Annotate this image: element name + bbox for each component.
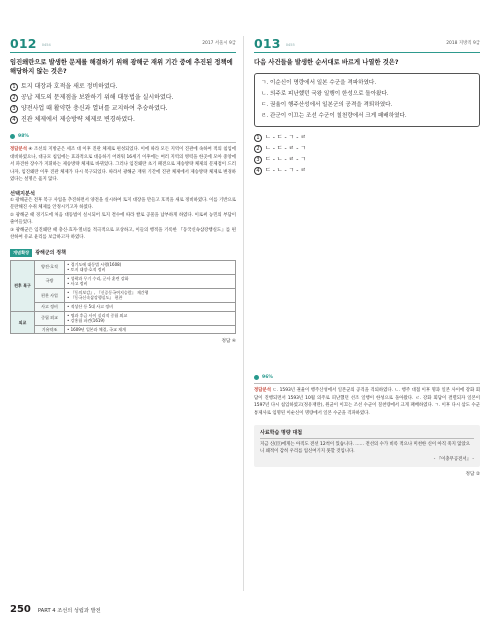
- table-cell-items: • 명과 후금 사이 실리적 중립 외교 • 강홍립 파견(1619): [65, 311, 236, 325]
- table-cell-sub: 국방: [35, 274, 65, 288]
- question-13-explanation: [254, 387, 480, 417]
- option-mark: 1: [254, 134, 262, 142]
- table-cell-items: • 성곽과 무기 수리, 군사 훈련 강화 • 사고 정비: [65, 274, 236, 288]
- option-text: 공납 제도의 문제점을 보완하기 위해 대동법을 실시하였다.: [21, 94, 174, 101]
- question-12-source: 2017 서울시 9급: [202, 41, 236, 46]
- option-text: ㄴ - ㄷ - ㄱ - ㄹ: [265, 134, 307, 141]
- concept-heading: 광해군의 정책: [35, 250, 66, 256]
- option-analysis-2: ② 광해군 때 경기도에 처음 대동법이 실시되어 토지 결수에 따라 쌀로 공물을 납부하게 하였다. 이로써 농민의 부담이 줄어들었다.: [10, 212, 236, 225]
- table-cell-sub: 기유약조: [35, 325, 65, 334]
- question-13-tag: 0455: [285, 42, 295, 47]
- question-13-header: [254, 36, 480, 53]
- table-row: [11, 260, 236, 274]
- table-cell-category: 전후 복구: [11, 260, 35, 311]
- option-3[interactable]: [10, 103, 236, 114]
- event-box: [254, 73, 480, 127]
- source-box-text: 지금 신(臣)에게는 아직도 전선 12척이 있습니다. …… 전선의 수가 비록 적으나 미천한 신이 아직 죽지 않았으니 왜적이 감히 우리를 업신여기지 못할 것입니다.: [260, 442, 470, 455]
- table-cell-items: • 경기도에 대동법 시행(1608) • 토지 대장·호적 정비: [65, 260, 236, 274]
- question-12-header: [10, 36, 236, 53]
- question-13-options: [254, 132, 480, 176]
- option-mark: 4: [10, 116, 18, 124]
- question-12-column: [10, 36, 236, 344]
- stat-percent: 98%: [18, 134, 29, 139]
- table-cell-category: 외교: [11, 311, 35, 334]
- spacer: [254, 176, 480, 366]
- option-mark: 3: [10, 105, 18, 113]
- option-mark: 4: [254, 167, 262, 175]
- question-12-number: 012: [10, 35, 37, 51]
- question-12-options: [10, 81, 236, 125]
- event-item: ㄴ. 의주로 피난했던 국왕 일행이 한성으로 돌아왔다.: [261, 91, 389, 97]
- question-13-stat: [254, 374, 480, 384]
- concept-title: [10, 249, 236, 257]
- table-row: [11, 274, 236, 288]
- question-13-number: 013: [254, 35, 281, 51]
- source-box: [254, 425, 480, 467]
- source-box-title: 사료학습 명량 대첩: [260, 429, 474, 439]
- option-text: ㄴ - ㄷ - ㄹ - ㄱ: [265, 145, 307, 152]
- policy-table: [10, 260, 236, 335]
- option-text: 토지 대장과 호적을 새로 정비하였다.: [21, 83, 118, 90]
- option-1[interactable]: [254, 132, 480, 143]
- stat-dot-icon: [254, 375, 259, 380]
- table-cell-items: • 1609년 일본과 체결, 국교 재개: [65, 325, 236, 334]
- question-12-text: 임진왜란으로 발생한 문제를 해결하기 위해 광해군 재위 기간 중에 추진된 정책에 해당하지 않는 것은?: [10, 59, 233, 75]
- option-4[interactable]: [254, 165, 480, 176]
- option-4[interactable]: [10, 114, 236, 125]
- table-cell-sub: 중립 외교: [35, 311, 65, 325]
- column-divider: [243, 36, 244, 591]
- option-mark: 3: [254, 156, 262, 164]
- page-number: 250: [10, 604, 31, 615]
- question-13-text: 다음 사건들을 발생한 순서대로 바르게 나열한 것은?: [254, 59, 399, 66]
- option-analysis-1: ① 광해군은 전후 복구 사업을 추진하면서 양전을 실시하여 토지 대장을 만들고 호적을 새로 정비하였다. 이를 기반으로 문란해진 수취 체제를 안정시키고자 하였다.: [10, 197, 236, 210]
- option-text: ㄷ - ㄴ - ㄹ - ㄱ: [265, 156, 307, 163]
- stat-dot-icon: [10, 134, 15, 139]
- explanation-text: ④ 조선의 지방군은 세조 대 이후 진관 체제로 편성되었다. 이에 따라 모든 지역이 진관에 속하여 적의 침입에 대비하였으나, 대규모 침입에는 효과적으로 대응하기 어려워 16세기 이후에는 여러 지역의 병력을 한곳에 모아 중앙에서 파견한 장수가 지휘하는 제승방략 체제로 바뀌었다. 그러나 임진왜란 초기 패전으로 제승방략 체제의 문제점이 드러나자, 임진왜란 이후 진관 체제가 다시 복구되었다. 따라서 광해군 재위 기간에 진관 체제에서 제승방략 체제로 변경하였다는 설명은 옳지 않다.: [10, 147, 236, 182]
- question-13-column: [254, 36, 480, 477]
- option-mark: 2: [10, 94, 18, 102]
- question-12-stat: [10, 133, 236, 143]
- question-12-tag: 0454: [41, 42, 51, 47]
- explanation-label: 정답분석: [10, 147, 27, 152]
- option-text: 양전사업 때 활약한 충신과 열녀를 교지하여 추숭하였다.: [21, 105, 168, 112]
- question-12-explanation: [10, 146, 236, 184]
- option-text: ㄷ - ㄴ - ㄱ - ㄹ: [265, 167, 307, 174]
- question-13-answer: 정답 ②: [465, 471, 480, 477]
- option-1[interactable]: [10, 81, 236, 92]
- option-2[interactable]: [10, 92, 236, 103]
- event-item: ㄱ. 이순신이 명량에서 일본 수군을 격파하였다.: [261, 80, 377, 86]
- table-row: [11, 303, 236, 312]
- concept-badge: 개념확장: [10, 249, 32, 257]
- option-2[interactable]: [254, 143, 480, 154]
- option-analysis-3: ③ 광해군은 임진왜란 때 충신·효자·열녀를 적극적으로 포상하고, 이들의 행적을 기록한 『동국신속삼강행실도』를 편찬하여 유교 윤리를 보급하고자 하였다.: [10, 227, 236, 240]
- table-cell-sub: 양전·호적: [35, 260, 65, 274]
- table-cell-sub: 편찬 사업: [35, 288, 65, 302]
- table-cell-items: • 『동의보감』, 『신증동국여지승람』 재간행 • 『동국신속삼강행실도』 편찬: [65, 288, 236, 302]
- option-mark: 2: [254, 145, 262, 153]
- event-item: ㄷ. 권율이 행주산성에서 일본군의 공격을 격퇴하였다.: [261, 102, 393, 108]
- question-12-answer: 정답 ④: [221, 339, 236, 345]
- part-title: PART 4 조선의 성립과 발전: [37, 608, 101, 614]
- table-row: [11, 311, 236, 325]
- page-footer: [10, 604, 101, 615]
- explanation-label: 정답분석: [254, 388, 271, 393]
- explanation-text: ㄷ. 1593년 권율이 행주산성에서 일본군의 공격을 격퇴하였다. ㄴ. 행주 대첩 이후 명과 일본 사이에 강화 회담이 진행되면서 1593년 10월 의주로 피난했던 선조 일행이 한성으로 돌아왔다. ㄹ. 강화 회담이 결렬되자 일본이 1597년 다시 침입하였고(정유재란), 원균이 이끄는 조선 수군이 칠천량에서 크게 패배하였다. ㄱ. 이후 다시 삼도 수군통제사로 임명된 이순신이 명량에서 일본 수군을 격파하였다.: [254, 388, 480, 416]
- option-3[interactable]: [254, 154, 480, 165]
- question-13-source: 2018 지방직 9급: [446, 41, 480, 46]
- source-box-citation: - 『이충무공전서』 -: [433, 456, 474, 462]
- stat-percent: 96%: [262, 375, 273, 380]
- table-row: [11, 325, 236, 334]
- option-mark: 1: [10, 83, 18, 91]
- table-cell-items: • 적상산 등 5대 사고 정비: [65, 303, 236, 312]
- option-analysis-title: 선택지분석: [10, 190, 36, 197]
- option-text: 진관 체제에서 제승방략 체제로 변경하였다.: [21, 116, 135, 123]
- table-row: [11, 288, 236, 302]
- table-cell-sub: 사고 정비: [35, 303, 65, 312]
- event-item: ㄹ. 관군이 이끄는 조선 수군이 칠천량에서 크게 패배하였다.: [261, 113, 407, 119]
